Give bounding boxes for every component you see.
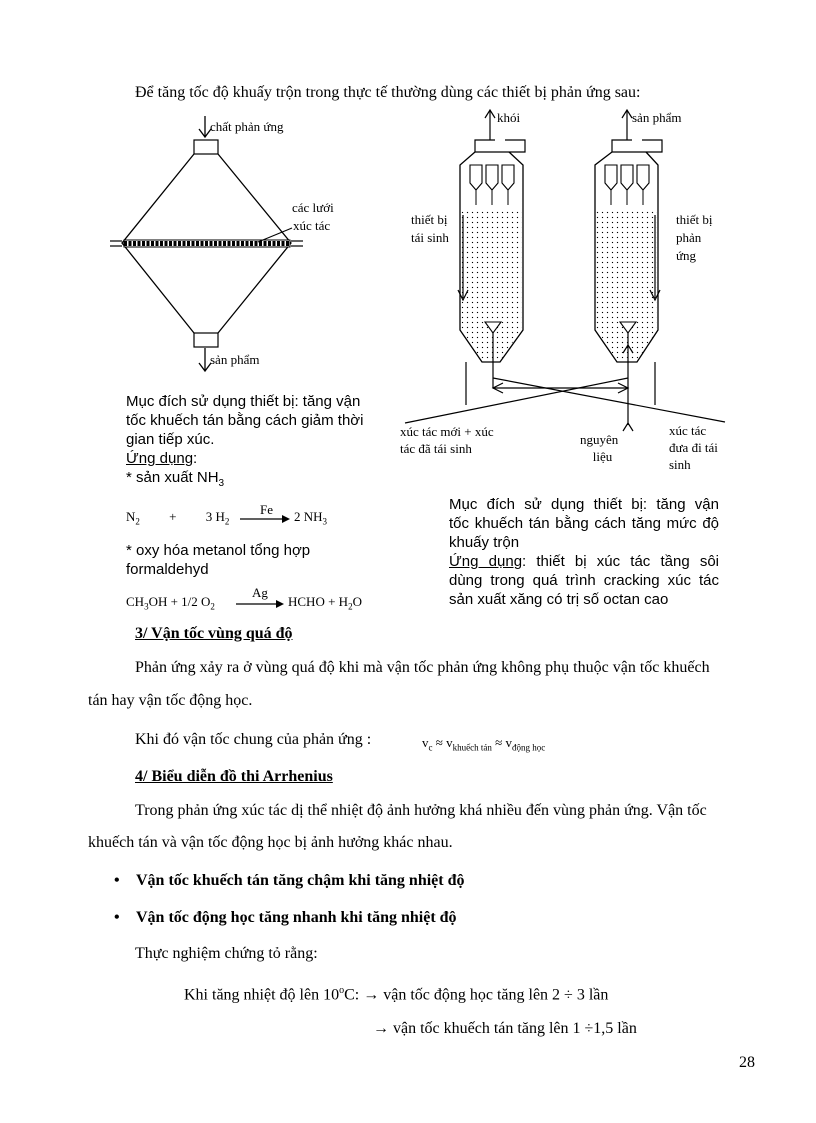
section4-para-2: khuếch tán và vận tốc động học bị ảnh hưởng khác nhau. bbox=[88, 834, 453, 851]
section3-para-1: Phản ứng xảy ra ở vùng quá độ khi mà vận tốc phản ứng không phụ thuộc vận tốc khuếch bbox=[135, 659, 710, 676]
product-label: sản phẩm bbox=[632, 110, 682, 125]
catalyst-ag: Ag bbox=[252, 585, 268, 600]
experiment-line-2: → vận tốc khuếch tán tăng lên 1 ÷1,5 lần bbox=[373, 1020, 637, 1037]
experiment-line-1: Khi tăng nhiệt độ lên $10^oC$: → vận tốc động học tăng lên 2 ÷ 3 lần bbox=[184, 985, 609, 1004]
equation-hcho-lhs: $CH_3OH + 1/2$ $O_2$ bbox=[126, 594, 215, 612]
section4-para-1: Trong phản ứng xúc tác dị thể nhiệt độ ảnh hưởng khá nhiều đến vùng phản ứng. Vận tốc bbox=[135, 802, 707, 819]
right-purpose: Mục đích sử dụng thiết bị: tăng vận tốc khuếch tán bằng cách tăng mức độ khuấy trộn Ứng dụng: thiết bị xúc tác tầng sôi dùng trong quá trình cracking xúc tác sản xuất xăng có trị số octan cao bbox=[449, 496, 720, 608]
page-number: 28 bbox=[739, 1054, 755, 1071]
formula-intro: Khi đó vận tốc chung của phản ứng : bbox=[135, 731, 372, 748]
equation-nh3: $N_2 + 3$ $H_2$ bbox=[126, 509, 230, 527]
section4-heading: 4/ Biểu diễn đồ thi Arrhenius bbox=[135, 768, 333, 785]
experiment-text: Thực nghiệm chứng tỏ rằng: bbox=[135, 945, 318, 962]
diamond-reactor-diagram bbox=[100, 108, 360, 376]
fluidized-bed-diagram bbox=[390, 100, 735, 470]
spent-catalyst-label: xúc tác đưa đi tái sinh bbox=[669, 423, 718, 472]
intro-text: Để tăng tốc độ khuấy trộn trong thực tế thường dùng các thiết bị phản ứng sau: bbox=[135, 84, 641, 101]
regen-label: thiết bị tái sinh bbox=[411, 212, 449, 245]
product-nh3: 2 $NH_3$ bbox=[294, 509, 328, 527]
fresh-catalyst-label: xúc tác mới + xúc tác đã tái sinh bbox=[400, 424, 494, 456]
reactor-label: thiết bị phản ứng bbox=[676, 212, 713, 263]
left-purpose: Mục đích sử dụng thiết bị: tăng vận tốc khuếch tán bằng cách giảm thời gian tiếp xúc. Ứng dụng: * sản xuất $NH_3$ bbox=[126, 393, 364, 489]
input-label: chất phản ứng bbox=[210, 119, 284, 134]
app2-text: * oxy hóa metanol tổng hợp formaldehyd bbox=[126, 542, 311, 578]
regenerator-column bbox=[458, 110, 525, 388]
reaction-arrow-1 bbox=[240, 512, 292, 524]
grid-label-2: xúc tác bbox=[293, 218, 331, 233]
grid-label-1: các lưới bbox=[292, 200, 334, 215]
bullet-item-2: • Vận tốc động học tăng nhanh khi tăng nhiệt độ bbox=[114, 909, 457, 926]
feed-label: nguyên liệu bbox=[580, 432, 619, 464]
equation-hcho-rhs: HCHO + $H_2O$ bbox=[288, 594, 362, 612]
smoke-label: khói bbox=[497, 110, 521, 125]
catalyst-fe: Fe bbox=[260, 502, 273, 517]
reaction-arrow-2 bbox=[236, 597, 286, 609]
bullet-item-1: • Vận tốc khuếch tán tăng chậm khi tăng nhiệt độ bbox=[114, 872, 465, 889]
rate-formula: $v_c \approx v_{khuếch tán} \approx v_{động học}$ bbox=[422, 735, 546, 753]
section3-para-2: tán hay vận tốc động học. bbox=[88, 692, 253, 709]
output-label: sản phẩm bbox=[210, 352, 260, 367]
section3-heading: 3/ Vận tốc vùng quá độ bbox=[135, 625, 293, 642]
